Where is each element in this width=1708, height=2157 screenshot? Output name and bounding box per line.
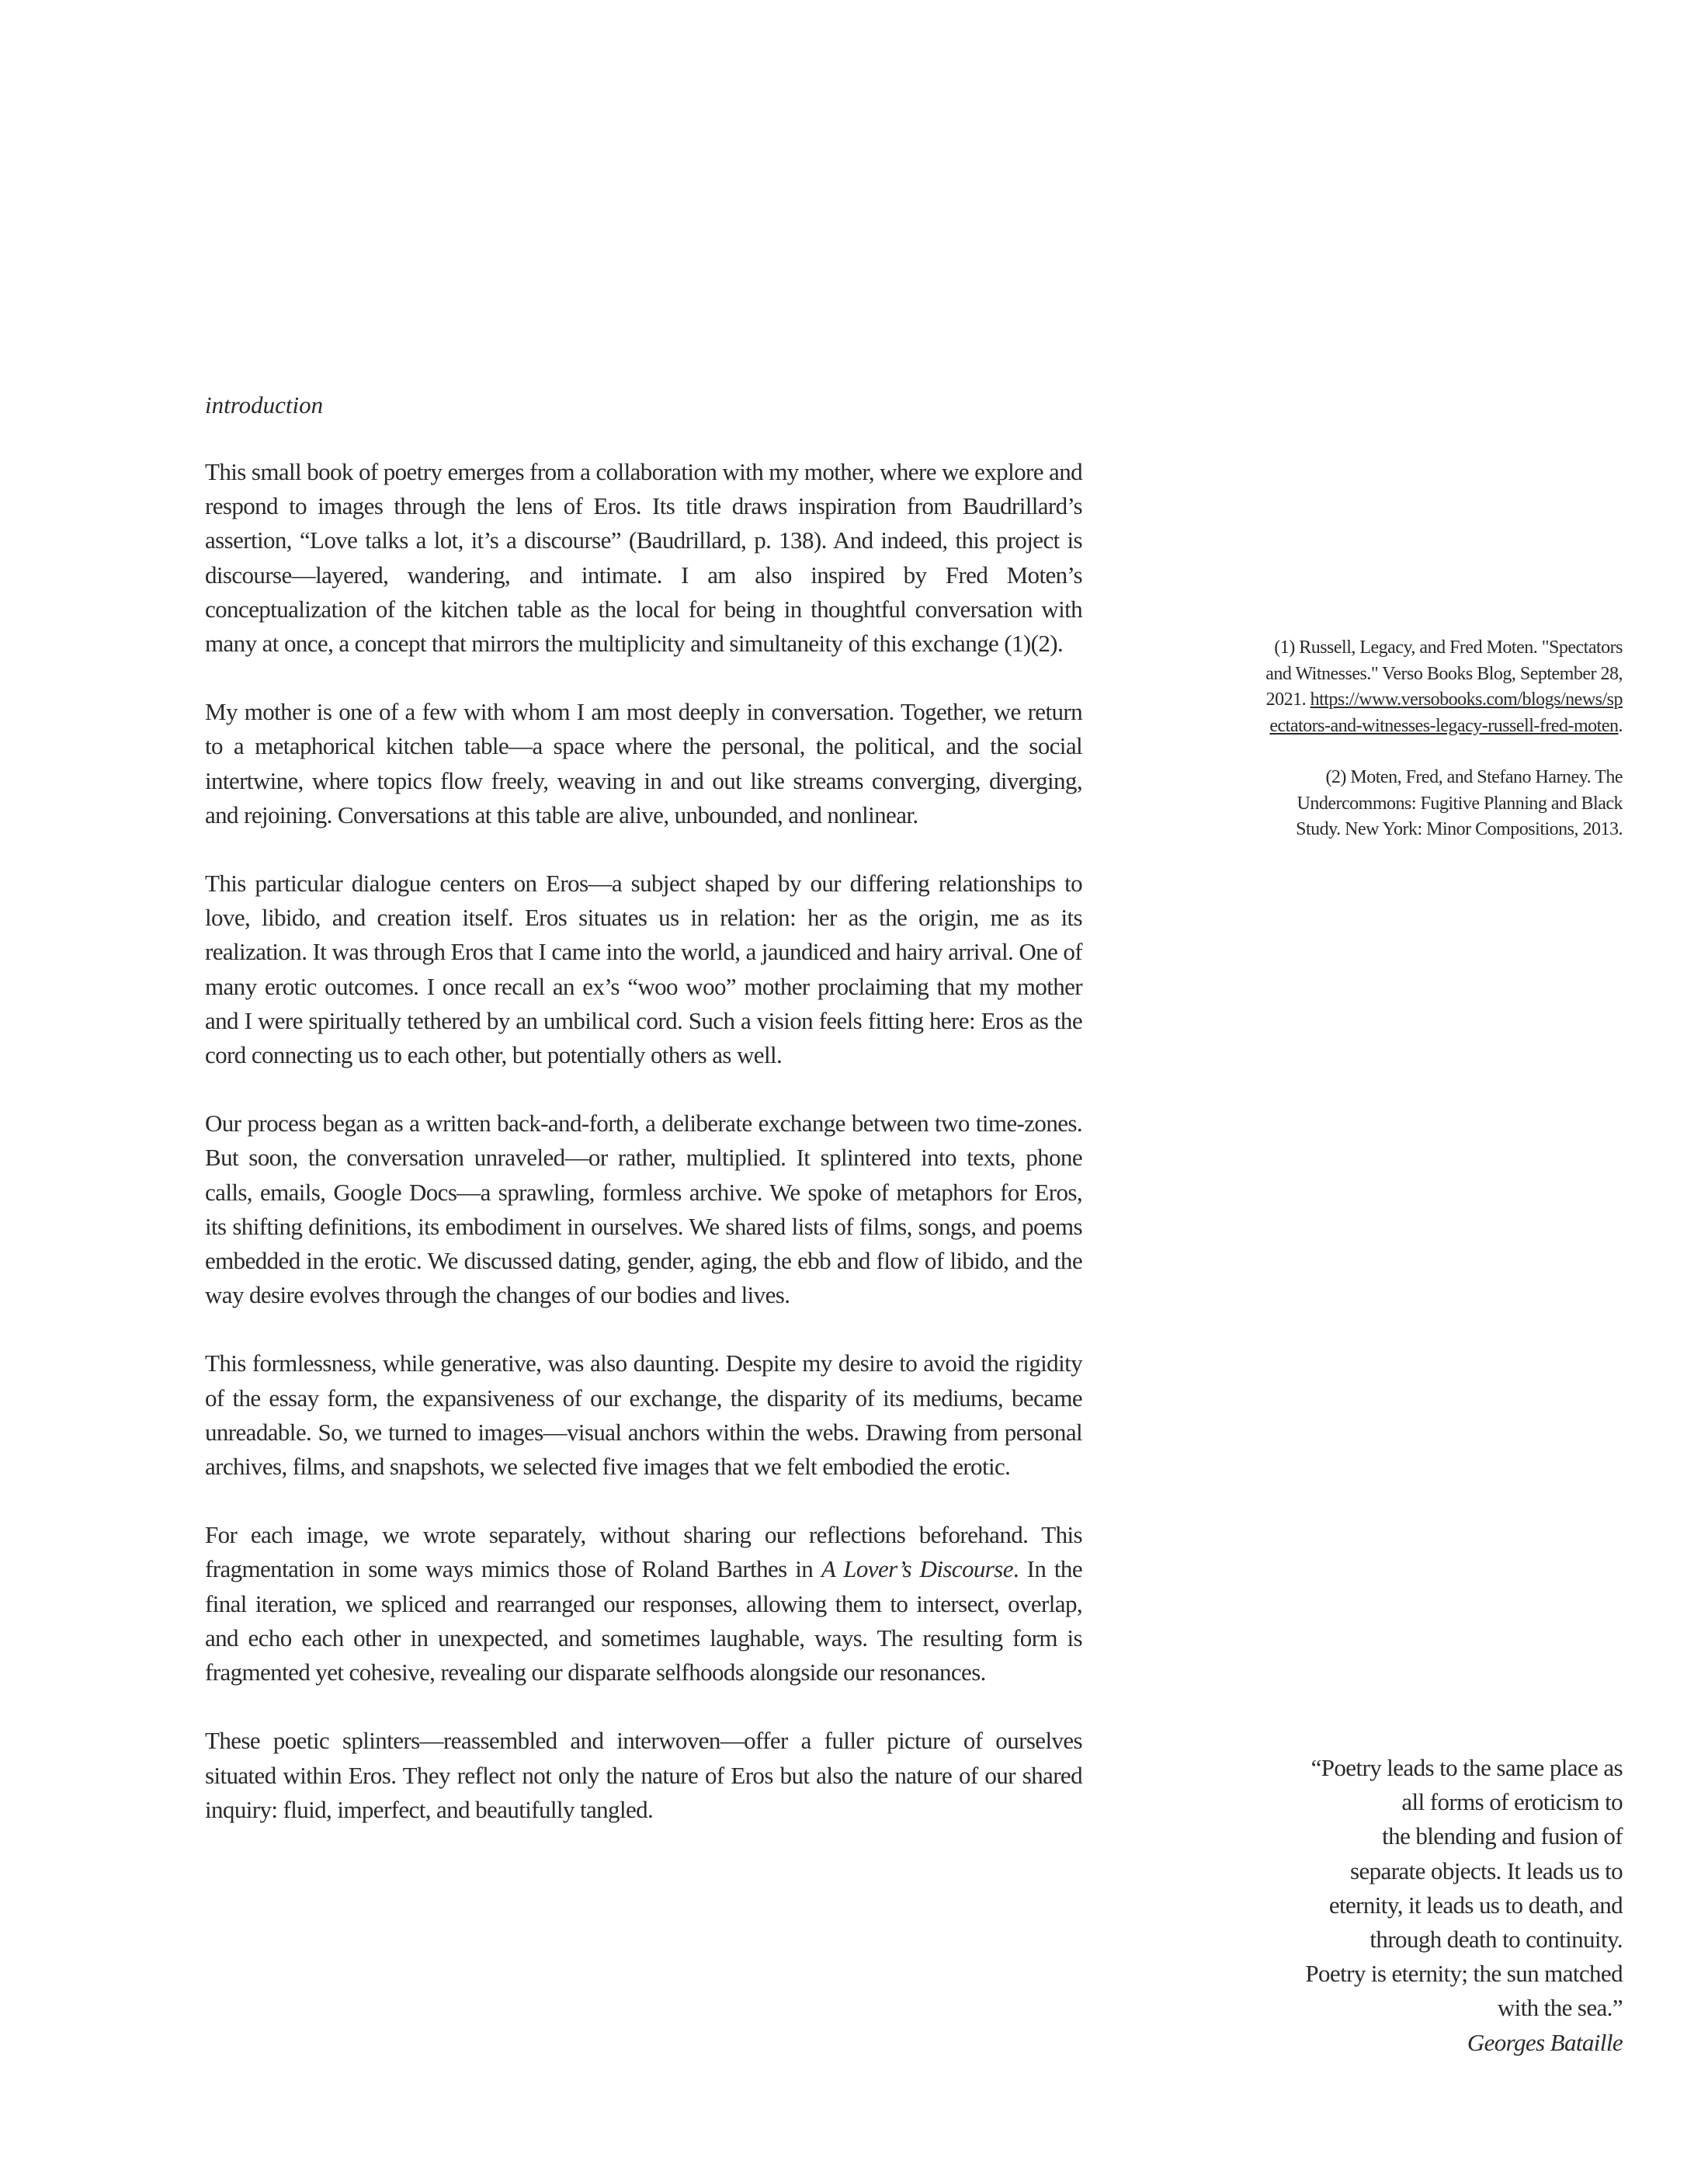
body-paragraph: This small book of poetry emerges from a collaboration with my mother, where we explore and respond to images through the lens of Eros. Its title draws inspiration from Baudrillard’s assertion, “Love talks a lot, it’s a discourse” (Baudrillard, p. 138). And indeed, this project is discourse—layered, wandering, and intimate. I am also inspired by Fred Moten’s conceptualization of the kitchen table as the local for being in thoughtful conversation with many at once, a concept that mirrors the multiplicity and simultaneity of this exchange (1)(2). — [205, 458, 1082, 658]
quote-line: Poetry is eternity; the sun matched — [1305, 1960, 1623, 1988]
quote-line: “Poetry leads to the same place as — [1311, 1754, 1623, 1781]
quote-line: separate objects. It leads us to — [1350, 1857, 1623, 1884]
quote-line: through death to continuity. — [1370, 1926, 1623, 1954]
footnotes — [1261, 635, 1623, 869]
quote-author: Georges Bataille — [1467, 2028, 1623, 2056]
footnote-text: (1) Russell, Legacy, and Fred Moten. "Spectators and Witnesses." Verso Books Blog, September 28, 2021. — [1265, 637, 1623, 710]
main-column — [205, 388, 1082, 1861]
epigraph-quote — [1261, 1751, 1623, 2060]
footnote-period: . — [1618, 715, 1623, 736]
quote-line: with the sea.” — [1497, 1994, 1623, 2022]
quote-text — [1261, 1751, 1623, 2026]
body-paragraph: My mother is one of a few with whom I am most deeply in conversation. Together, we return to a metaphorical kitchen table—a space where the personal, the political, and the social intertwine, where topics flow freely, weaving in and out like streams converging, diverging, and rejoining. Conversations at this table are alive, unbounded, and nonlinear. — [205, 698, 1082, 828]
section-title: introduction — [205, 391, 324, 419]
body-paragraph — [205, 1518, 1082, 1690]
footnote-1 — [1261, 635, 1623, 739]
quote-line: all forms of eroticism to — [1401, 1788, 1623, 1816]
footnote-link[interactable]: https://www.versobooks.com/blogs/news/spectators-and-witnesses-legacy-russell-fred-moten — [1269, 689, 1623, 736]
body-paragraph: Our process began as a written back-and-forth, a deliberate exchange between two time-zones. But soon, the conversation unraveled—or rather, multiplied. It splintered into texts, phone calls, emails, Google Docs—a sprawling, formless archive. We spoke of metaphors for Eros, its shifting definitions, its embodiment in ourselves. We shared lists of films, songs, and poems embedded in the erotic. We discussed dating, gender, aging, the ebb and flow of libido, and the way desire evolves through the changes of our bodies and lives. — [205, 1110, 1082, 1309]
body-paragraph: These poetic splinters—reassembled and interwoven—offer a fuller picture of ourselves situated within Eros. They reflect not only the nature of Eros but also the nature of our shared inquiry: fluid, imperfect, and beautifully tangled. — [205, 1727, 1082, 1823]
body-paragraph: This formlessness, while generative, was also daunting. Despite my desire to avoid the rigidity of the essay form, the expansiveness of our exchange, the disparity of its mediums, became unreadable. So, we turned to images—visual anchors within the webs. Drawing from personal archives, films, and snapshots, we selected five images that we felt embodied the erotic. — [205, 1349, 1082, 1481]
quote-line: the blending and fusion of — [1382, 1822, 1623, 1850]
book-title: A Lover’s Discourse — [821, 1555, 1013, 1583]
quote-line: eternity, it leads us to death, and — [1328, 1891, 1623, 1919]
footnote-2: (2) Moten, Fred, and Stefano Harney. The Undercommons: Fugitive Planning and Black Study. New York: Minor Compositions, 2013. — [1296, 767, 1623, 839]
paragraph-text: . In the final iteration, we spliced and rearranged our responses, allowing them to intersect, overlap, and echo each other in unexpected, and sometimes laughable, ways. The resulting form is fragmented yet cohesive, revealing our disparate selfhoods alongside our resonances. — [205, 1555, 1082, 1686]
body-paragraph: This particular dialogue centers on Eros—a subject shaped by our differing relationships to love, libido, and creation itself. Eros situates us in relation: her as the origin, me as its realization. It was through Eros that I came into the world, a jaundiced and hairy arrival. One of many erotic outcomes. I once recall an ex’s “woo woo” mother proclaiming that my mother and I were spiritually tethered by an umbilical cord. Such a vision feels fitting here: Eros as the cord connecting us to each other, but potentially others as well. — [205, 870, 1082, 1069]
paragraph-text: For each image, we wrote separately, without sharing our reflections beforehand. This fragmentation in some ways mimics those of Roland Barthes in — [205, 1521, 1082, 1583]
